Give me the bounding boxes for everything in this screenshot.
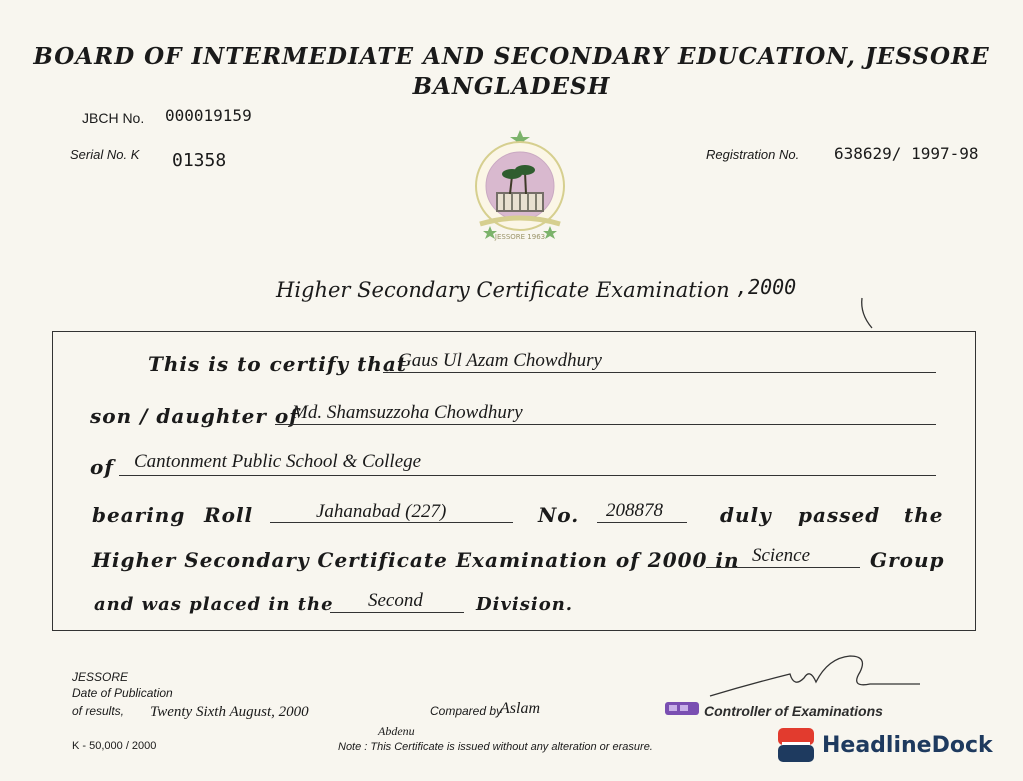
print-code: K - 50,000 / 2000 (72, 740, 157, 752)
controller-label: Controller of Examinations (704, 703, 883, 719)
board-title-line1: BOARD OF INTERMEDIATE AND SECONDARY EDUCATION, JESSORE (33, 43, 990, 70)
name-underline (383, 372, 936, 373)
certify-label: This is to certify that (148, 352, 408, 376)
the-label: the (904, 503, 944, 527)
exam-title: Higher Secondary Certificate Examination (276, 278, 730, 302)
serial-number: 01358 (172, 150, 227, 171)
board-title (0, 42, 1023, 102)
duly-label: duly (720, 503, 772, 527)
board-title-line2: BANGLADESH (412, 73, 611, 100)
controller-stamp-icon (664, 698, 702, 718)
group-underline (706, 567, 860, 568)
division-value: Second (368, 590, 423, 611)
division-underline (330, 612, 464, 613)
compared-label: Compared by (430, 704, 503, 718)
footer-place: JESSORE (72, 670, 129, 684)
serial-label: Serial No. K (70, 147, 140, 162)
board-seal-icon (470, 128, 570, 246)
placed-label: and was placed in the (94, 594, 334, 615)
date-label-1: Date of Publication (72, 686, 173, 700)
exam-year: ,2000 (736, 275, 797, 299)
institution-name: Cantonment Public School & College (134, 451, 422, 472)
candidate-name: Gaus Ul Azam Chowdhury (398, 350, 602, 371)
registration-number: 638629/ 1997-98 (834, 144, 979, 163)
parent-name: Md. Shamsuzzoha Chowdhury (292, 402, 523, 423)
jbch-number: 000019159 (165, 106, 252, 125)
certificate-box (52, 331, 976, 631)
no-value: 208878 (606, 500, 663, 521)
checker-signature: Abdenu (378, 724, 415, 738)
certificate-note: Note : This Certificate is issued without any alteration or erasure. (338, 741, 653, 753)
exam-line-label: Higher Secondary Certificate Examination of 2000 in (92, 548, 740, 572)
roll-label: Roll (204, 503, 254, 527)
group-label: Group (870, 548, 945, 572)
roll-value: Jahanabad (227) (316, 501, 447, 522)
publication-date: Twenty Sixth August, 2000 (150, 704, 309, 720)
compared-signature: Aslam (500, 700, 540, 717)
institution-underline (119, 475, 936, 476)
parent-underline (275, 424, 936, 425)
passed-label: passed (798, 503, 881, 527)
brand-mark-icon (778, 728, 814, 762)
brand-name: HeadlineDock (822, 732, 993, 758)
jbch-label: JBCH No. (82, 110, 145, 126)
of-label: of (90, 455, 114, 479)
group-value: Science (752, 545, 811, 566)
seal-text: JESSORE 1963 (494, 233, 546, 241)
registration-label: Registration No. (706, 147, 800, 162)
no-label: No. (538, 503, 580, 527)
brand-logo (778, 728, 993, 762)
controller-signature-icon (700, 648, 930, 704)
parent-label: son / daughter of (90, 404, 299, 428)
bearing-label: bearing (92, 503, 186, 527)
no-underline (597, 522, 687, 523)
pen-mark-icon (858, 296, 878, 332)
division-label: Division. (476, 594, 574, 615)
date-label-2: of results, (72, 704, 125, 718)
